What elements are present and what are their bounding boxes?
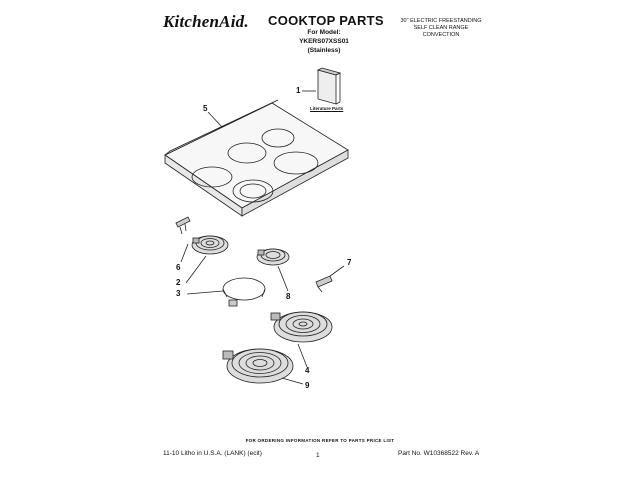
leader-line-2	[186, 256, 206, 283]
brand-logo: KitchenAid.	[163, 12, 249, 31]
literature-booklet	[318, 68, 340, 104]
callout-7: 7	[347, 258, 352, 267]
callout-8: 8	[286, 292, 291, 301]
terminal-block	[316, 276, 332, 292]
literature-parts-label: Literature Parts	[310, 106, 344, 111]
page-number: 1	[316, 452, 320, 459]
print-info: 11-10 Litho in U.S.A. (LANK) (ecit)	[163, 450, 262, 457]
range-line-3: CONVECTION	[422, 32, 460, 38]
ordering-note: FOR ORDERING INFORMATION REFER TO PARTS PRICE LIST	[245, 438, 395, 443]
leader-line-9	[282, 378, 303, 384]
callout-6: 6	[176, 263, 181, 272]
part-number: Part No. W10368522 Rev. A	[398, 450, 480, 457]
model-line: For Model: YKERS07XSS01	[299, 29, 349, 45]
surface-element-left	[192, 236, 228, 254]
leader-line-6	[181, 244, 188, 262]
cooktop-glass	[165, 100, 348, 216]
callout-1: 1	[296, 86, 301, 95]
leader-line-7	[330, 266, 344, 276]
leader-line-8	[278, 266, 288, 291]
callout-3: 3	[176, 289, 181, 298]
callout-2: 2	[176, 278, 181, 287]
leader-line-4	[298, 344, 307, 367]
leader-line-3	[187, 291, 223, 294]
leader-line-5	[208, 112, 222, 127]
surface-element-large	[271, 312, 332, 342]
surface-element-right	[257, 249, 289, 265]
page-title: COOKTOP PARTS	[268, 13, 384, 28]
callout-9: 9	[305, 381, 310, 390]
range-line-2: SELF CLEAN RANGE	[413, 25, 469, 31]
limiter-switch	[176, 217, 190, 234]
element-bracket	[223, 278, 265, 306]
callout-4: 4	[305, 366, 310, 375]
callout-5: 5	[203, 104, 208, 113]
finish-label: (Stainless)	[307, 47, 341, 54]
range-line-1: 30" ELECTRIC FREESTANDING	[400, 18, 482, 24]
